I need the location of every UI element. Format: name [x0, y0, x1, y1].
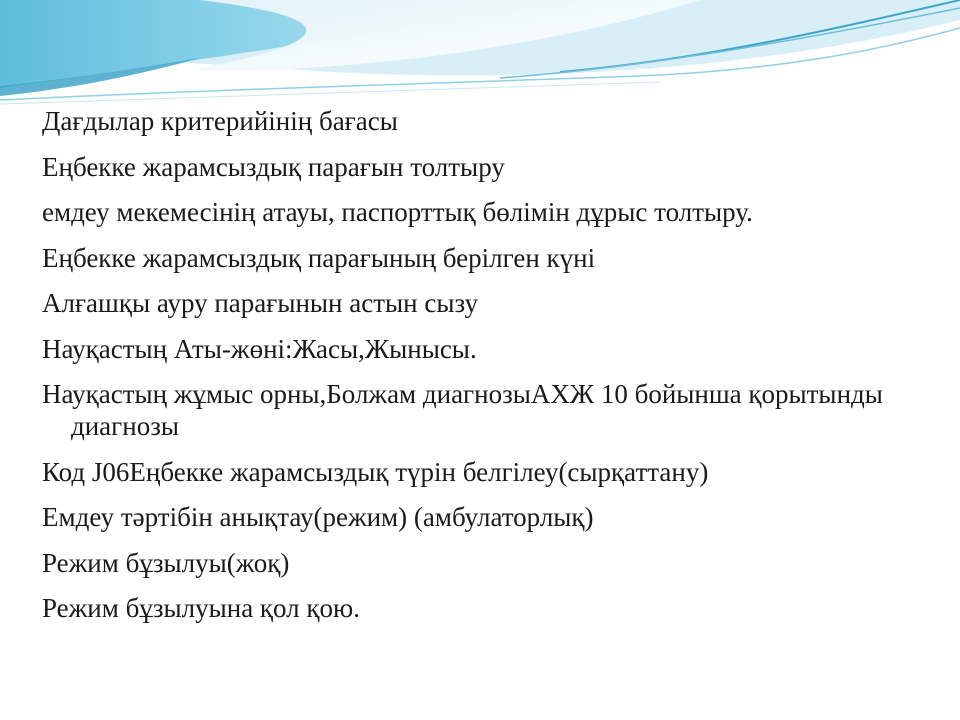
list-item: Науқастың жұмыс орны,Болжам диагнозыАХЖ 10 бойынша қорытынды диагнозы [42, 379, 883, 441]
list-item: Еңбекке жарамсыздық парағының берілген күні [42, 242, 596, 273]
list-item: Дағдылар критерийінің бағасы [42, 106, 398, 136]
list-item: Режим бұзылуына қол қою. [42, 593, 360, 623]
list-item: Еңбекке жарамсыздық парағын толтыру [42, 151, 505, 182]
list-item: Емдеу тәртібін анықтау(режим) (амбулаторлық) [42, 502, 594, 532]
header-wave-decoration [0, 0, 960, 120]
list-item: Код J06Еңбекке жарамсыздық түрін белгілеу(сырқаттану) [42, 456, 709, 487]
list-item: Режим бұзылуы(жоқ) [42, 547, 290, 578]
list-item: емдеу мекемесінің атауы, паспорттық бөлімін дұрыс толтыру. [42, 197, 753, 227]
list-item: Науқастың Аты-жөні:Жасы,Жынысы. [42, 333, 477, 364]
list-item: Алғашқы ауру парағынын астын сызу [42, 288, 479, 318]
text-list [42, 105, 922, 638]
